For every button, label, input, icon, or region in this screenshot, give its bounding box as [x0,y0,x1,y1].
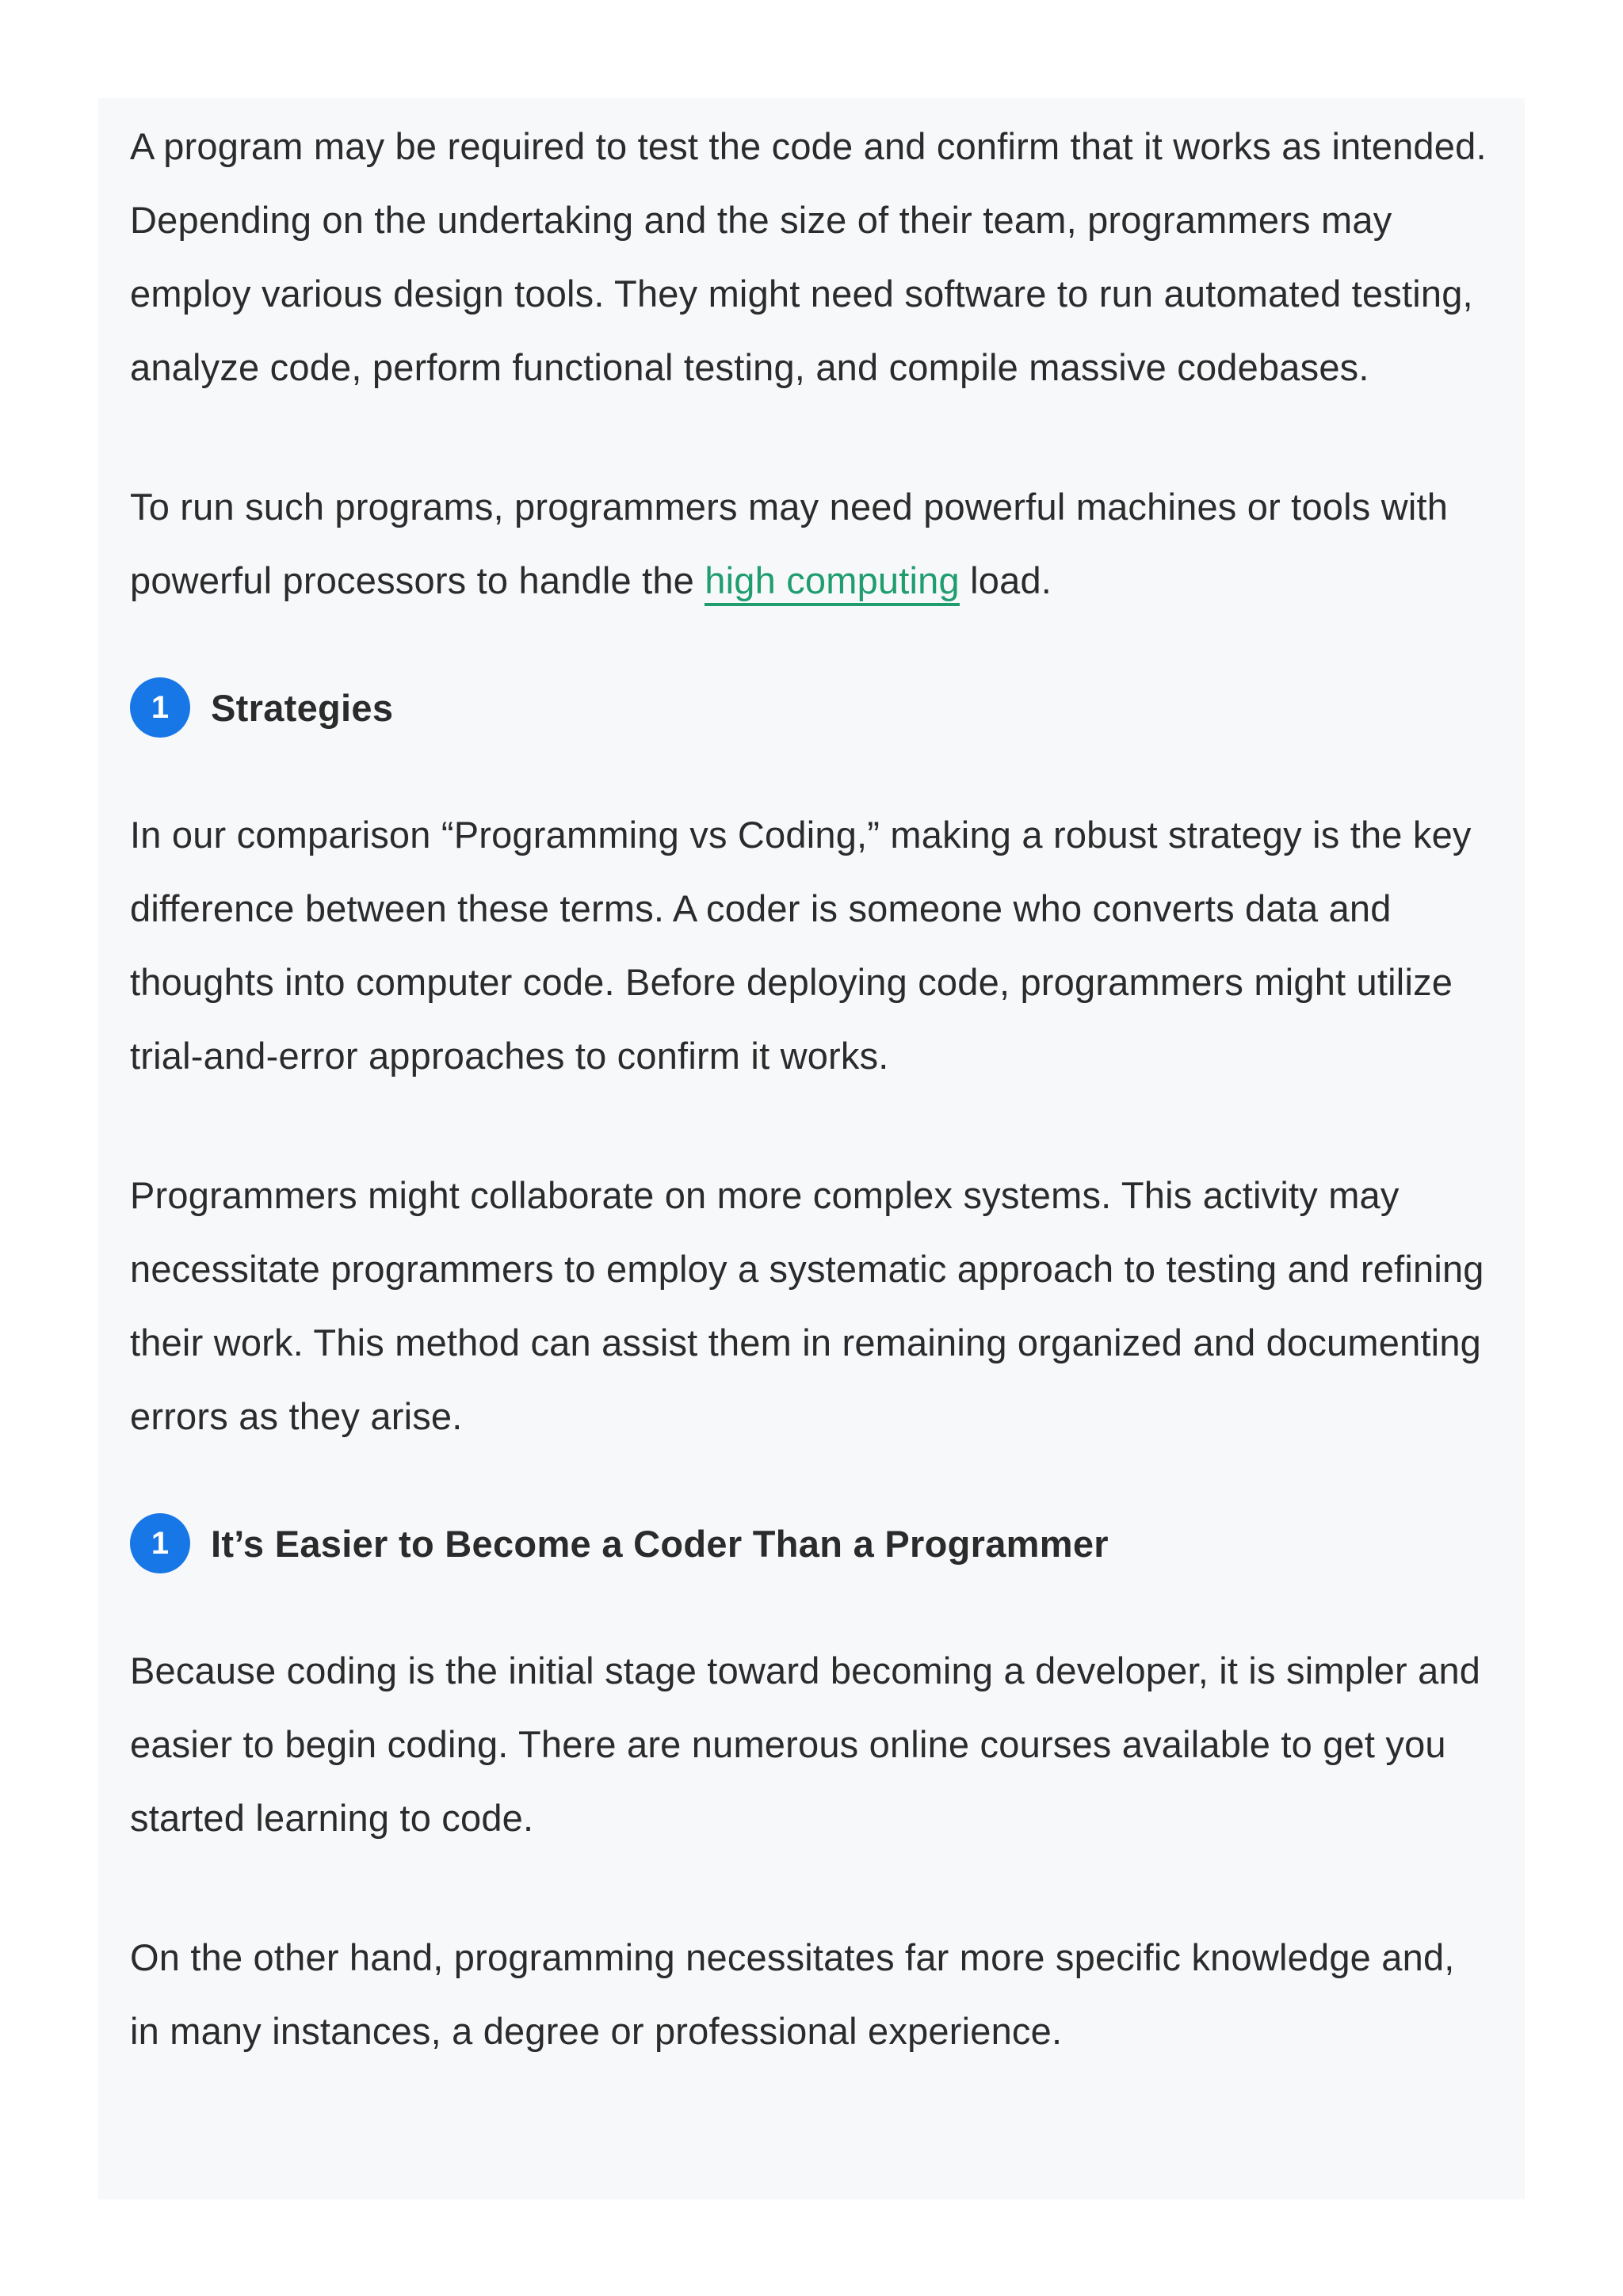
paragraph-testing-tools: A program may be required to test the code and confirm that it works as intended. Depending on the undertaking and the size of their team, programmers may employ various design tools. They might need software to run automated testing, analyze code, perform functional testing, and compile massive codebases. [130,125,1487,388]
paragraph-programming-knowledge: On the other hand, programming necessitates far more specific knowledge and, in many instances, a degree or professional experience. [130,1936,1455,2052]
heading-title: Strategies [211,686,394,729]
paragraph-text-after-link: load. [959,559,1052,601]
number-badge: 1 [130,677,190,738]
paragraph-coding-simpler: Because coding is the initial stage toward becoming a developer, it is simpler and easier to begin coding. There are numerous online courses available to get you started learning to code. [130,1650,1481,1839]
paragraph-collaboration: Programmers might collaborate on more complex systems. This activity may necessitate programmers to employ a systematic approach to testing and refining their work. This method can assist them in remaining organized and documenting errors as they arise. [130,1174,1484,1437]
paragraph-powerful-machines [130,470,1493,617]
section-heading-strategies [130,677,1493,738]
paragraph-robust-strategy: In our comparison “Programming vs Coding,” making a robust strategy is the key difference between these terms. A coder is someone who converts data and thoughts into computer code. Before deploying code, programmers might utilize trial-and-error approaches to confirm it works. [130,814,1472,1077]
high-computing-link[interactable]: high computing [705,559,960,606]
section-heading-easier-to-become-coder [130,1513,1493,1573]
number-badge: 1 [130,1513,190,1573]
paragraph-text-before-link: To run such programs, programmers may need powerful machines or tools with powerful processors to handle the [130,486,1449,601]
article-content-panel [98,98,1525,2199]
heading-title: It’s Easier to Become a Coder Than a Programmer [211,1522,1109,1565]
